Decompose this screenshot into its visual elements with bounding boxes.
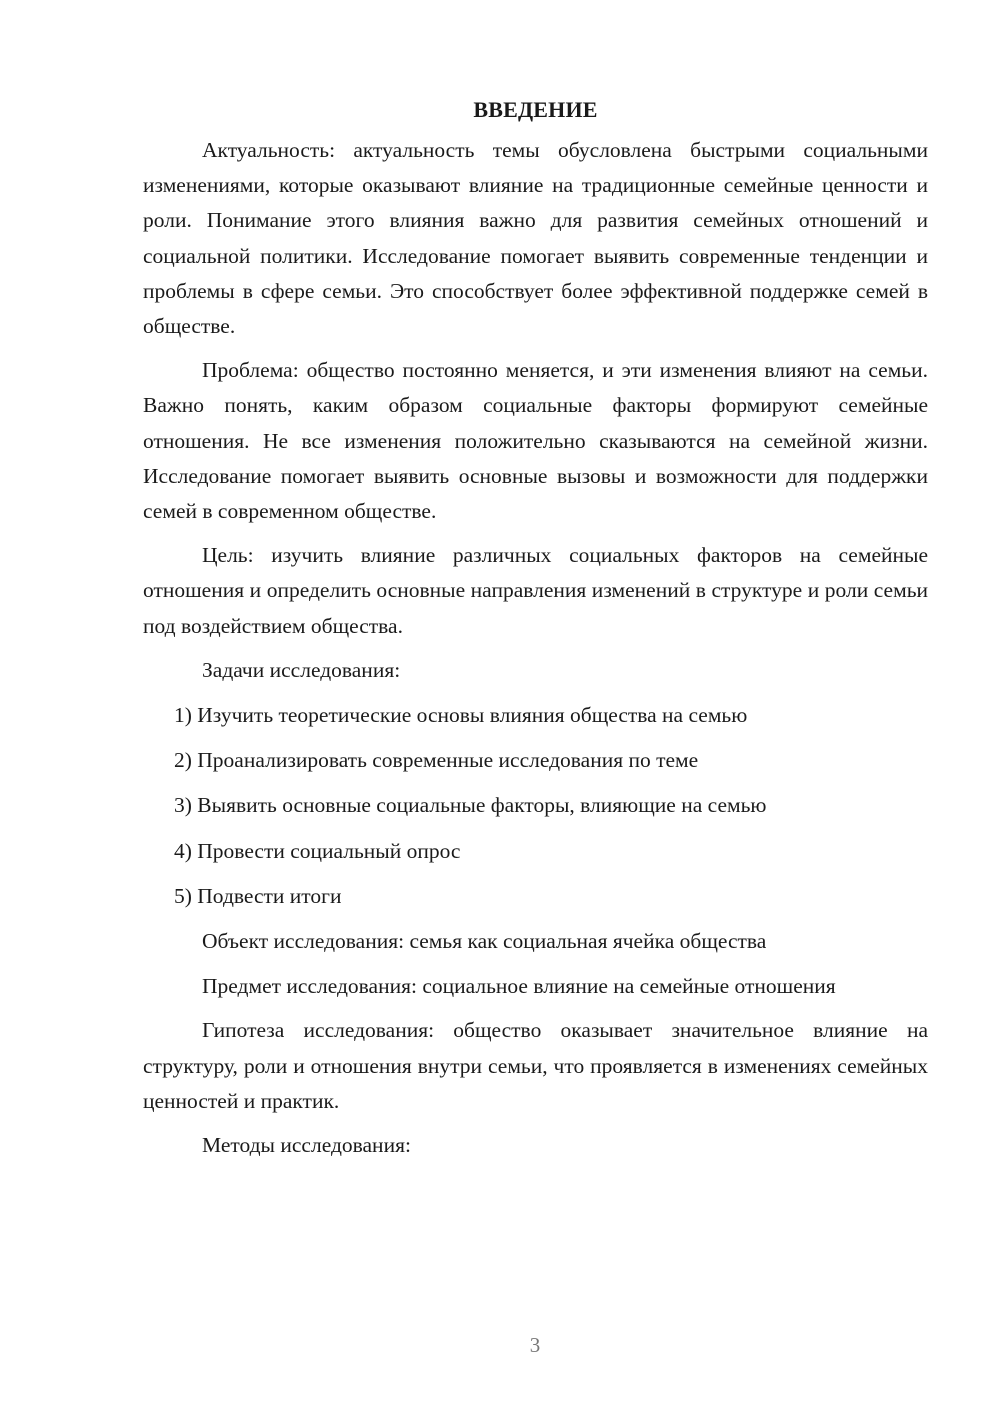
- page-number: 3: [529, 1333, 541, 1357]
- tasks-heading: Задачи исследования:: [202, 657, 401, 682]
- list-item: 4) Провести социальный опрос: [174, 838, 461, 863]
- relevance-paragraph: Актуальность: актуальность темы обусловлена быстрыми социальными изменениями, которые оказывают влияние на традиционные семейные ценности и роли. Понимание этого влияния важно для развития семейных отношений и социальной политики. Исследование помогает выявить современные тенденции и проблемы в сфере семьи. Это способствует более эффективной поддержке семей в обществе.: [143, 138, 928, 339]
- document-page: [143, 92, 928, 1173]
- list-item: 2) Проанализировать современные исследования по теме: [174, 748, 699, 773]
- object-paragraph: Объект исследования: семья как социальная ячейка общества: [202, 929, 767, 954]
- hypothesis-paragraph: Гипотеза исследования: общество оказывает значительное влияние на структуру, роли и отношения внутри семьи, что проявляется в изменениях семейных ценностей и практик.: [143, 1018, 928, 1113]
- tasks-list: [143, 698, 928, 914]
- methods-heading: Методы исследования:: [202, 1133, 411, 1158]
- list-item: 3) Выявить основные социальные факторы, влияющие на семью: [174, 793, 767, 818]
- subject-paragraph: Предмет исследования: социальное влияние на семейные отношения: [202, 974, 836, 999]
- page-title: ВВЕДЕНИЕ: [473, 97, 598, 122]
- list-item: 5) Подвести итоги: [174, 883, 342, 908]
- problem-paragraph: Проблема: общество постоянно меняется, и эти изменения влияют на семьи. Важно понять, каким образом социальные факторы формируют семейные отношения. Не все изменения положительно сказываются на семейной жизни. Исследование помогает выявить основные вызовы и возможности для поддержки семей в современном обществе.: [143, 358, 928, 524]
- list-item: 1) Изучить теоретические основы влияния общества на семью: [174, 703, 748, 728]
- goal-paragraph: Цель: изучить влияние различных социальных факторов на семейные отношения и определить основные направления изменений в структуре и роли семьи под воздействием общества.: [143, 543, 928, 638]
